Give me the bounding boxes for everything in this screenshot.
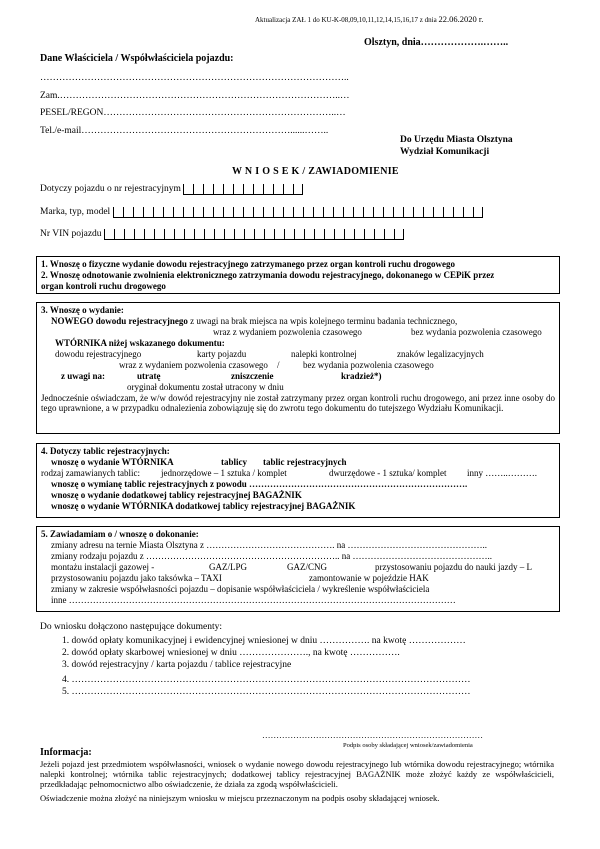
permit-separator: /: [277, 360, 280, 370]
plate-other-option[interactable]: inny ……..……….: [467, 468, 538, 478]
duplicate-doc-row: [41, 349, 555, 360]
make-model-label: Marka, typ, model: [40, 207, 111, 218]
address-change-option[interactable]: zmiany adresu na ternie Miasta Olsztyna z ……………………………………. na ………………………………………..: [51, 540, 487, 550]
gas-lpg-option[interactable]: GAZ/LPG: [209, 562, 247, 572]
section-4-title: 4. Dotyczy tablic rejestracyjnych:: [41, 446, 170, 456]
plate-kind-label: rodzaj zamawianych tablic:: [41, 468, 140, 478]
doc-vehicle-card-option[interactable]: karty pojazdu: [197, 349, 247, 359]
reason-label: z uwagi na:: [61, 371, 106, 381]
doc-sticker-option[interactable]: nalepki kontrolnej: [291, 349, 357, 359]
attachment-item-5[interactable]: 5. ………………………………………………………………………………………………………………: [62, 687, 471, 697]
section-1-line2: 2. Wnoszę odnotowanie zwolnienia elektronicznego zatrzymania dowodu rejestracyjnego, dokonanego w CEPiK przez: [41, 270, 495, 280]
update-date: 22.06.2020 r.: [438, 14, 484, 24]
update-note: [255, 15, 483, 25]
section-5-box: [36, 526, 560, 612]
dup-without-permit-option[interactable]: bez wydania pozwolenia czasowego: [303, 360, 434, 370]
attachment-item-1[interactable]: 1. dowód opłaty komunikacyjnej i ewidencyjnej wniesionej w dniu ……………. na kwotę ………………: [62, 636, 466, 646]
plate-single-row-option[interactable]: jednorzędowe – 1 sztuka / komplet: [161, 468, 287, 478]
section-1-line1: 1. Wnoszę o fizyczne wydanie dowodu rejestracyjnego zatrzymanego przez organ kontroli ruchu drogowego: [41, 259, 456, 269]
form-title: W N I O S E K / ZAWIADOMIENIE: [232, 166, 399, 177]
attachment-item-2[interactable]: 2. dowód opłaty skarbowej wniesionej w dniu …………………., na kwotę …………….: [62, 648, 400, 658]
recipient-line1: Do Urzędu Miasta Olsztyna: [400, 135, 513, 145]
owner-pesel-field[interactable]: PESEL/REGON………………………………………………………………..…: [40, 108, 346, 118]
gas-install-label: montażu instalacji gazowej -: [51, 562, 155, 572]
attachment-item-4[interactable]: 4. ………………………………………………………………………………………………………………: [62, 675, 471, 685]
reg-number-row: [40, 184, 303, 195]
section-4-box: [36, 443, 560, 518]
reg-number-boxes[interactable]: [183, 184, 303, 195]
duplicate-title[interactable]: WTÓRNIKA niżej wskazanego dokumentu:: [55, 338, 225, 348]
section-1-box[interactable]: [36, 256, 560, 294]
co-owner-change-option[interactable]: zmiany w zakresie współwłasności pojazdu – dopisanie współwłaściciela / wykreślenie współwłaściciela: [51, 584, 430, 594]
attachments-title: Do wniosku dołączono następujące dokumenty:: [40, 622, 223, 632]
other-change-option[interactable]: inne …………………………………………………………………………………………………………………: [51, 595, 456, 605]
new-document-label: NOWEGO dowodu rejestracyjnego: [51, 316, 188, 326]
duplicate-permit-row: [41, 360, 555, 371]
extra-plate-option[interactable]: wnoszę o wydanie dodatkowej tablicy rejestracyjnej BAGAŻNIK: [51, 490, 302, 500]
recipient-line2: Wydział Komunikacji: [400, 147, 490, 157]
make-model-boxes[interactable]: [113, 207, 483, 218]
new-permit-row: [41, 327, 555, 338]
type-change-option[interactable]: zmiany rodzaju pojazdu z ……………………………………………………….. na ………………………………………..: [51, 551, 492, 561]
reason-destroy-option[interactable]: zniszczenie: [231, 371, 274, 381]
gas-row: [41, 562, 555, 573]
vin-row: [40, 229, 404, 240]
original-lost-label: oryginał dokumentu został utracony w dniu: [127, 382, 284, 392]
new-document-row[interactable]: [41, 316, 555, 327]
reason-theft-option[interactable]: kradzież*): [341, 371, 382, 381]
place-date[interactable]: Olsztyn, dnia……………….……..: [364, 37, 509, 48]
reg-number-label: Dotyczy pojazdu o nr rejestracyjnym: [40, 184, 181, 195]
plate-exchange-option[interactable]: wnoszę o wymianę tablic rejestracyjnych z powodu ……………………………………………………………….: [51, 479, 468, 489]
tow-hook-option[interactable]: zamontowanie w pojeździe HAK: [309, 573, 429, 583]
taxi-hook-row: [41, 573, 555, 584]
vin-label: Nr VIN pojazdu: [40, 229, 102, 240]
vin-boxes[interactable]: [104, 229, 404, 240]
section-5-title: 5. Zawiadamiam o / wnoszę o dokonanie:: [41, 529, 199, 539]
owner-contact-field[interactable]: Tel./e-mail…………………………………………………………......……..: [40, 126, 329, 136]
new-with-permit-option[interactable]: wraz z wydaniem pozwolenia czasowego: [213, 327, 362, 337]
info-title: Informacja:: [40, 747, 92, 758]
update-note-text: Aktualizacja ZAŁ 1 do KU-K-08,09,10,11,12,14,15,16,17 z dnia: [255, 16, 437, 24]
reason-loss-option[interactable]: utratę: [137, 371, 161, 381]
owner-address-field[interactable]: Zam.……………………………………………………………………………..…: [40, 91, 350, 101]
signature-label: Podpis osoby składającej wniosek/zawiadomienia: [343, 742, 473, 749]
original-lost-row[interactable]: [41, 382, 555, 393]
plate-double-row-option[interactable]: dwurzędowe - 1 sztuka/ komplet: [329, 468, 447, 478]
section-3-title: 3. Wnoszę o wydanie:: [41, 305, 124, 315]
dup-single-plate-option[interactable]: tablicy: [221, 457, 247, 467]
section-1-line3: organ kontroli ruchu drogowego: [41, 281, 166, 291]
plate-kind-row: [41, 468, 555, 479]
dup-plate-row: [41, 457, 555, 468]
dup-plates-option[interactable]: tablic rejestracyjnych: [263, 457, 347, 467]
dup-plate-label[interactable]: wnoszę o wydanie WTÓRNIKA: [51, 457, 174, 467]
gas-cng-option[interactable]: GAZ/CNG: [287, 562, 327, 572]
driving-school-option[interactable]: przystosowaniu pojazdu do nauki jazdy – L: [375, 562, 532, 572]
attachment-item-3[interactable]: 3. dowód rejestracyjny / karta pojazdu / tablice rejestracyjne: [62, 660, 292, 670]
extra-plate-dup-option[interactable]: wnoszę o wydanie WTÓRNIKA dodatkowej tablicy rejestracyjnej BAGAŻNIK: [51, 501, 356, 511]
make-model-row: [40, 207, 483, 218]
section-3-box: [36, 302, 560, 434]
declaration-text: Jednocześnie oświadczam, że w/w dowód rejestracyjny nie został zatrzymany przez organ kontroli ruchu drogowego, ani przez inne osoby do tego uprawnione, a w przypadku odnalezienia zobowiązuję się do zwrotu tego dokumentu do tutejszego Wydziału Komunikacji.: [41, 393, 555, 414]
taxi-option[interactable]: przystosowaniu pojazdu jako taksówka – TAXI: [51, 573, 222, 583]
new-without-permit-option[interactable]: bez wydania pozwolenia czasowego: [411, 327, 542, 337]
owner-title: Dane Właściciela / Współwłaściciela pojazdu:: [40, 53, 234, 64]
info-text: Jeżeli pojazd jest przedmiotem współwłasności, wniosek o wydanie nowego dowodu rejestracyjnego lub wtórnika dowodu rejestracyjnego; wtórnika nalepki kontrolnej; wtórnika tablic rejestracyjnych; dodatkowej tablicy rejestracyjnej BAGAŻNIK może złożyć każdy ze współwłaścicieli, przedkładając pełnomocnictwo albo oświadczenie, że działa za zgodą współwłaścicieli.: [40, 759, 554, 790]
doc-legalization-option[interactable]: znaków legalizacyjnych: [397, 349, 484, 359]
dup-with-permit-option[interactable]: wraz z wydaniem pozwolenia czasowego: [119, 360, 268, 370]
doc-registration-option[interactable]: dowodu rejestracyjnego: [55, 349, 142, 359]
info-text-2: Oświadczenie można złożyć na niniejszym wniosku w miejscu przeznaczonym na podpis osoby składającej wniosek.: [40, 793, 440, 803]
signature-line[interactable]: ……………………………………………………………………: [262, 730, 483, 740]
owner-name-field[interactable]: ……………………………………………………………………………………..: [40, 73, 349, 83]
reason-row: [41, 371, 555, 382]
new-document-reason: z uwagi na brak miejsca na wpis kolejnego terminu badania technicznego,: [190, 316, 458, 326]
